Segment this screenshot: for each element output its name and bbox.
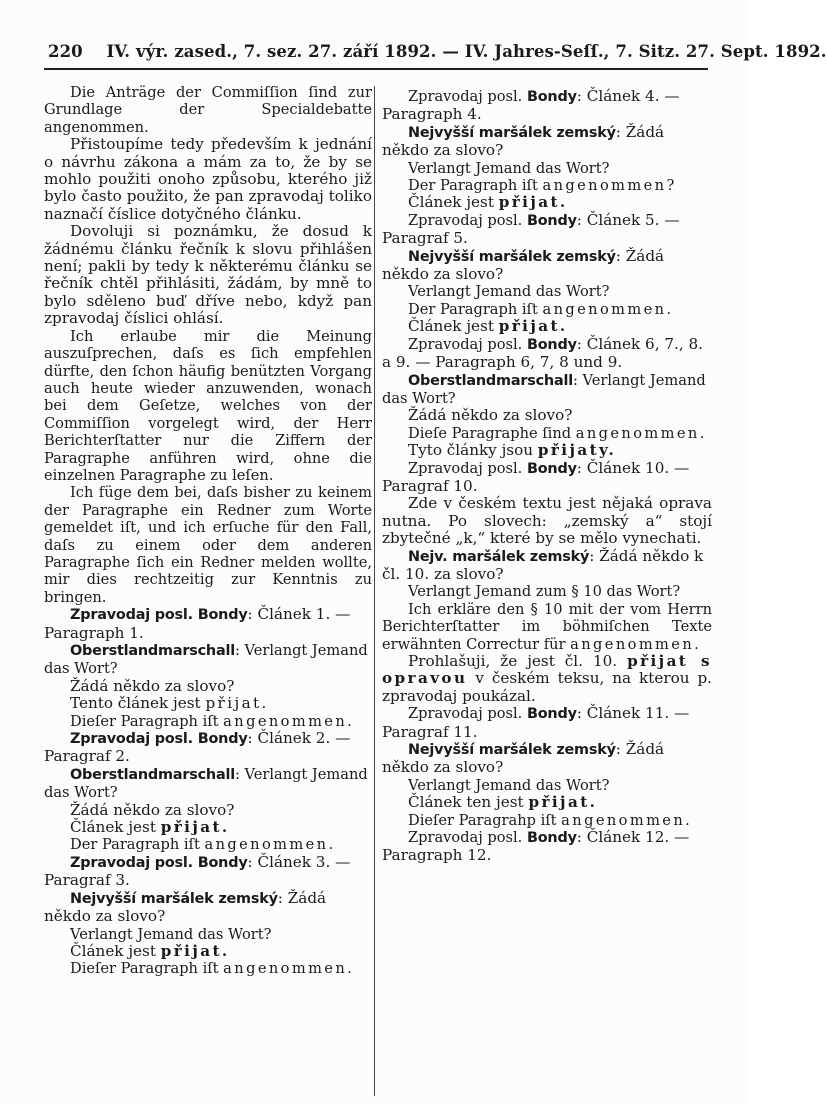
speaker-name: Bondy — [526, 336, 577, 353]
speaker-name: Nejvyšší maršálek zemský — [408, 124, 616, 141]
speech-line: Tyto články jsou přijaty. — [408, 441, 617, 460]
speech-text: : Verlangt Jemand das Wort? — [44, 642, 368, 678]
speaker-name: Bondy — [526, 89, 577, 105]
speech-line: Verlangt Jemand zum § 10 das Wort? — [408, 583, 681, 601]
speech-entry — [44, 730, 372, 766]
speaker-name: Bondy — [526, 830, 577, 847]
right-column — [382, 84, 712, 865]
page-header — [48, 42, 827, 61]
speech-line: Článek jest přijat. — [70, 818, 230, 837]
speech-entry — [44, 854, 372, 890]
left-column — [44, 84, 372, 978]
speech-text: : Žádá někdo za slovo? — [382, 246, 665, 284]
speech-text: : Verlangt Jemand das Wort? — [44, 765, 368, 802]
speech-line: Verlangt Jemand das Wort? — [70, 925, 272, 943]
speech-entry: Zpravodaj posl. Bondy: Článek 6, 7., 8. a 9. — Paragraph 6, 7, 8 und 9. — [382, 334, 703, 372]
speech-text: : Článek 2. — Paragraf 2. — [44, 729, 351, 766]
paragraph: Ich füge dem bei, daſs bisher zu keinem der Paragraphe ein Redner zum Worte gemeldet iſt, und ich erſuche für den Fall, daſs zu einem oder dem anderen Paragraphe ſich ein Redner melden wollte, mir dies rechtzeitig zur Kenntnis zu bringen. — [44, 484, 372, 606]
speech-entry — [382, 124, 712, 160]
speaker-name: Nejvyšší maršálek zemský — [408, 742, 616, 759]
paragraph: Die Anträge der Commiſſion ſind zur Grundlage der Specialdebatte angenommen. — [44, 84, 372, 136]
speech-entry — [44, 890, 372, 926]
speech-entry — [382, 741, 712, 777]
speaker-name: Zpravodaj posl. Bondy — [70, 607, 248, 624]
speaker-name: Oberstlandmarschall — [70, 643, 235, 659]
page-number: 220 — [48, 42, 83, 61]
speech-text: : Verlangt Jemand das Wort? — [382, 371, 706, 407]
speaker-name: Oberstlandmarschall — [408, 372, 573, 389]
speech-line: Verlangt Jemand das Wort? — [408, 159, 610, 177]
speech-text: : Článek 3. — Paragraf 3. — [44, 852, 351, 890]
speaker-name: Zpravodaj posl. Bondy — [70, 731, 248, 748]
speech-text: : Článek 11. — Paragraf 11. — [382, 704, 690, 741]
speech-line: Dieſer Paragrahp iſt angenommen. — [408, 811, 693, 829]
header-dash: — — [442, 42, 459, 61]
speech-entry — [382, 548, 712, 584]
paragraph: Prohlašuji, že jest čl. 10. přijat s opravou v českém teksu, na kterou p. zpravodaj poukázal. — [382, 652, 713, 705]
speaker-name: Nejvyšší maršálek zemský — [70, 890, 278, 907]
speaker-name: Oberstlandmarschall — [70, 766, 235, 783]
speaker-name: Nejvyšší maršálek zemský — [408, 248, 616, 265]
paragraph: Zde v českém textu jest nějaká oprava nutna. Po slovech: „zemský a“ stojí zbytečné „k,“ které by se mělo vynechati. — [382, 494, 712, 548]
speech-line: Článek jest přijat. — [408, 317, 568, 336]
speech-line: Článek ten jest přijat. — [408, 793, 598, 812]
paragraph: Ich erkläre den § 10 mit der vom Herrn Berichterſtatter im böhmiſchen Texte erwähnten Correctur für angenommen. — [382, 600, 712, 653]
speech-line: Der Paragraph iſt angenommen. — [70, 836, 336, 854]
speech-entry — [382, 248, 712, 284]
speech-line: Dieſer Paragraph iſt angenommen. — [70, 960, 355, 978]
header-title-german: IV. Jahres-Seſſ., 7. Sitz. 27. Sept. 1892. — [464, 42, 827, 61]
speech-line: Verlangt Jemand das Wort? — [408, 776, 610, 794]
speech-text: : Článek 10. — Paragraf 10. — [382, 458, 690, 495]
speech-entry — [44, 606, 372, 642]
paragraph: Dovoluji si poznámku, že dosud k žádnému článku řečník k slovu přihlášen není; pakli by tedy k některému článku se řečník chtěl přihlásiti, žádám, by mně to bylo sděleno buď dříve nebo, když pan zpravodaj číslici ohlásí. — [44, 222, 372, 328]
speech-line: Článek jest přijat. — [408, 193, 568, 212]
speech-text: : Žádá někdo k čl. 10. za slovo? — [382, 546, 704, 583]
speaker-name: Zpravodaj posl. Bondy — [70, 854, 248, 871]
speech-line: Žádá někdo za slovo? — [408, 406, 573, 425]
column-divider — [374, 86, 375, 1096]
speech-entry: Zpravodaj posl. Bondy: Článek 4. — Paragraph 4. — [382, 87, 680, 124]
speaker-name: Bondy — [526, 706, 577, 723]
speech-line: Článek jest přijat. — [70, 941, 230, 960]
speech-line: Der Paragraph iſt angenommen. — [408, 300, 674, 318]
speaker-name: Nejv. maršálek zemský — [408, 548, 590, 565]
speech-entry: Zpravodaj posl. Bondy: Článek 11. — Paragraf 11. — [382, 704, 690, 741]
speech-entry — [44, 642, 372, 678]
speech-entry — [382, 372, 712, 408]
header-title-czech: IV. výr. zased., 7. sez. 27. září 1892. — [106, 42, 437, 61]
speech-entry: Zpravodaj posl. Bondy: Článek 12. — Paragraph 12. — [382, 828, 690, 865]
speech-text: : Žádá někdo za slovo? — [44, 888, 327, 926]
speech-entry: Zpravodaj posl. Bondy: Článek 5. — Paragraf 5. — [382, 210, 680, 248]
header-rule — [44, 68, 708, 70]
speech-line: Tento článek jest přijat. — [70, 694, 269, 713]
speech-text: : Žádá někdo za slovo? — [382, 122, 665, 160]
speech-entry: Zpravodaj posl. Bondy: Článek 10. — Paragraf 10. — [382, 458, 690, 495]
speaker-name: Bondy — [526, 212, 577, 229]
speech-line: Dieſer Paragraph iſt angenommen. — [70, 712, 355, 730]
speech-text: : Článek 6, 7., 8. a 9. — Paragraph 6, 7, 8 und 9. — [382, 334, 703, 372]
speech-line: Žádá někdo za slovo? — [70, 676, 235, 695]
speech-line: Verlangt Jemand das Wort? — [408, 283, 610, 301]
speech-line: Dieſe Paragraphe ſind angenommen. — [408, 424, 707, 442]
speech-text: : Žádá někdo za slovo? — [382, 740, 665, 777]
paragraph: Přistoupíme tedy především k jednání o návrhu zákona a mám za to, že by se mohlo použiti onoho způsobu, kterého již bylo často použito, že pan zpravodaj toliko naznačí číslice dotyčného článku. — [44, 135, 372, 223]
speech-text: : Článek 4. — Paragraph 4. — [382, 87, 680, 124]
speech-line: Žádá někdo za slovo? — [70, 800, 235, 819]
speech-entry — [44, 766, 372, 802]
speaker-name: Bondy — [526, 460, 577, 477]
speech-text: : Článek 5. — Paragraf 5. — [382, 210, 680, 248]
paragraph: Ich erlaube mir die Meinung auszuſprechen, daſs es ſich empfehlen dürfte, den ſchon häufig benützten Vorgang auch heute wieder anzuwenden, wonach bei dem Geſetze, welches von der Commiſſion vorgelegt wird, der Herr Berichterſtatter nur die Ziffern der Paragraphe anführen wird, ohne die einzelnen Paragraphe zu leſen. — [44, 327, 372, 484]
speech-line: Der Paragraph iſt angenommen? — [408, 177, 677, 195]
speech-text: : Článek 12. — Paragraph 12. — [382, 828, 690, 865]
speech-text: : Článek 1. — Paragraph 1. — [44, 605, 351, 642]
